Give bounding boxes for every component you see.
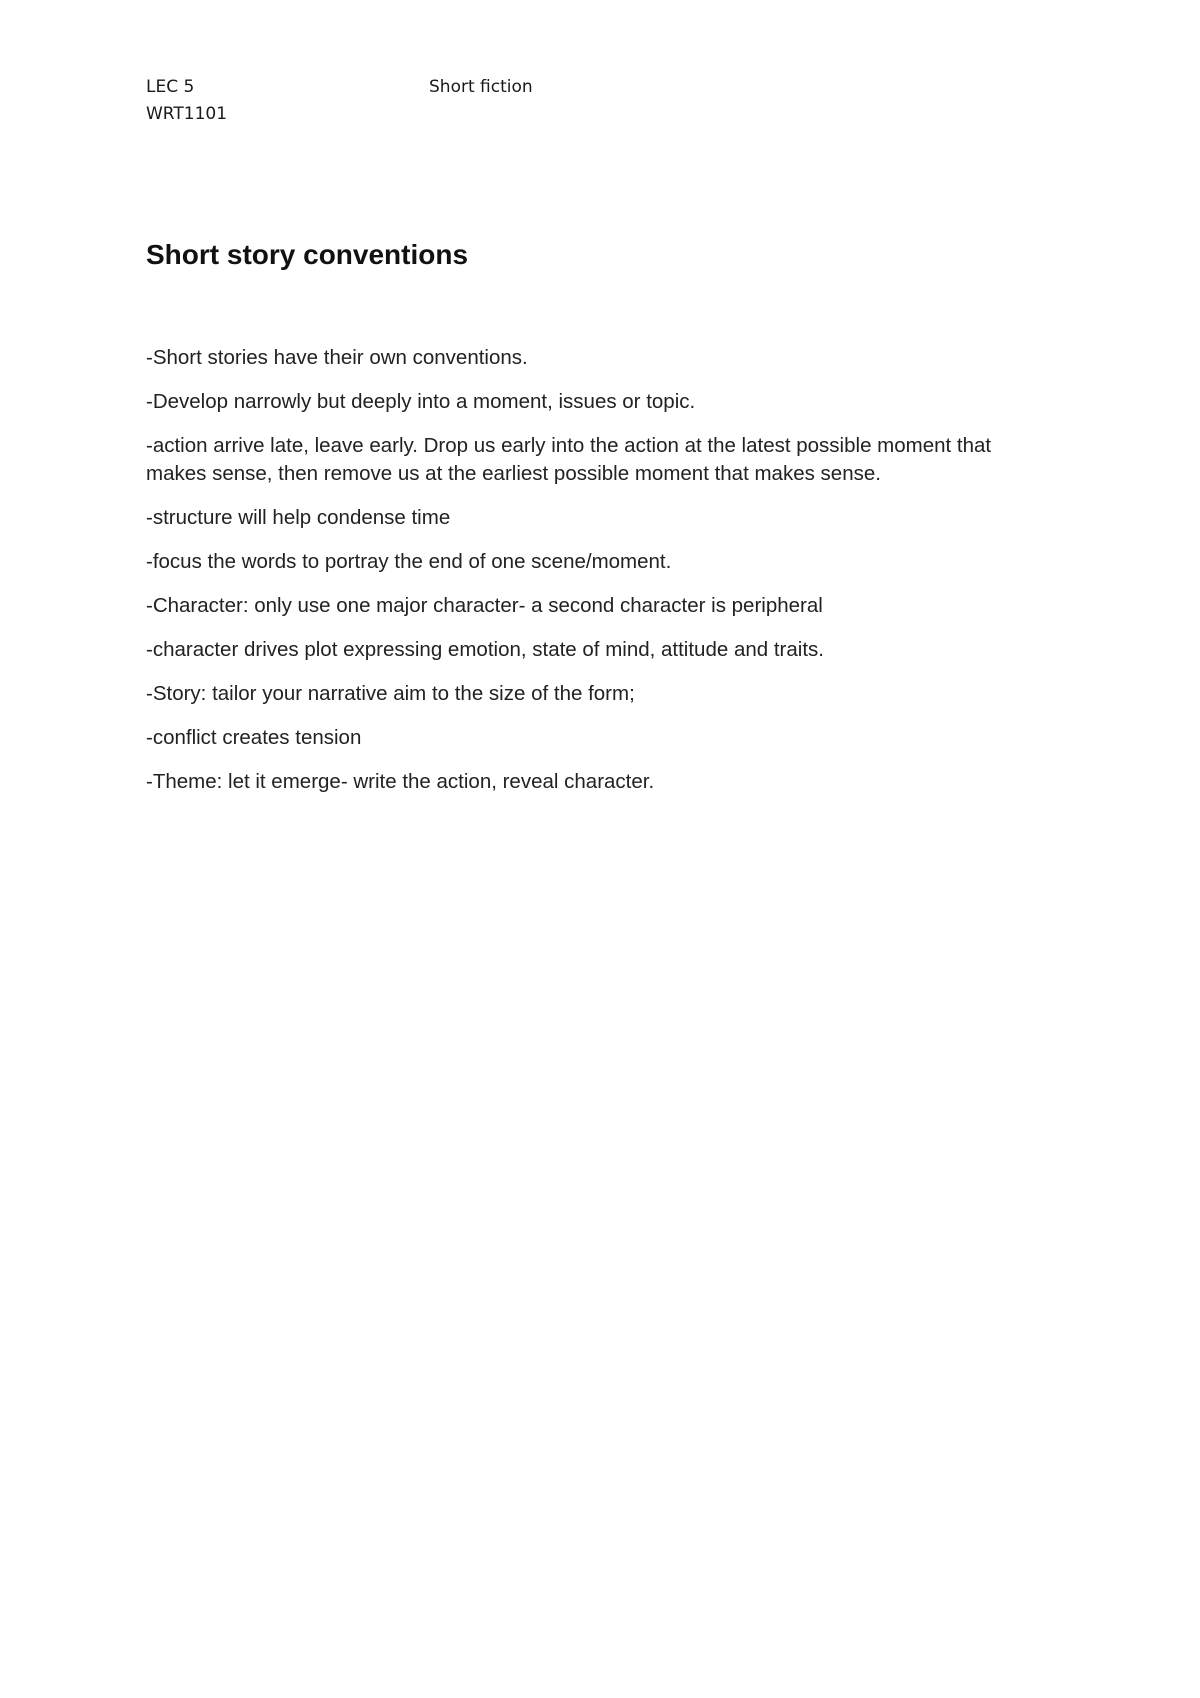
list-item: -character drives plot expressing emotion, state of mind, attitude and traits. — [146, 638, 824, 661]
list-item: -structure will help condense time — [146, 506, 451, 529]
topic-label: Short fiction — [429, 77, 533, 97]
list-item: -focus the words to portray the end of one scene/moment. — [146, 550, 672, 573]
course-code: WRT1101 — [146, 104, 228, 124]
list-item: -Character: only use one major character- a second character is peripheral — [146, 594, 823, 617]
notes-list — [146, 344, 1046, 812]
lecture-label: LEC 5 — [146, 77, 195, 97]
page-header — [146, 74, 846, 128]
list-item: -Develop narrowly but deeply into a moment, issues or topic. — [146, 390, 696, 413]
list-item: -action arrive late, leave early. Drop us early into the action at the latest possible moment that makes sense, then remove us at the earliest possible moment that makes sense. — [146, 434, 992, 485]
list-item: -Short stories have their own conventions. — [146, 346, 528, 369]
list-item: -Theme: let it emerge- write the action, reveal character. — [146, 770, 655, 793]
document-title: Short story conventions — [146, 239, 469, 270]
header-row-course — [146, 101, 846, 128]
header-row — [146, 74, 846, 101]
list-item: -conflict creates tension — [146, 726, 362, 749]
list-item: -Story: tailor your narrative aim to the size of the form; — [146, 682, 635, 705]
